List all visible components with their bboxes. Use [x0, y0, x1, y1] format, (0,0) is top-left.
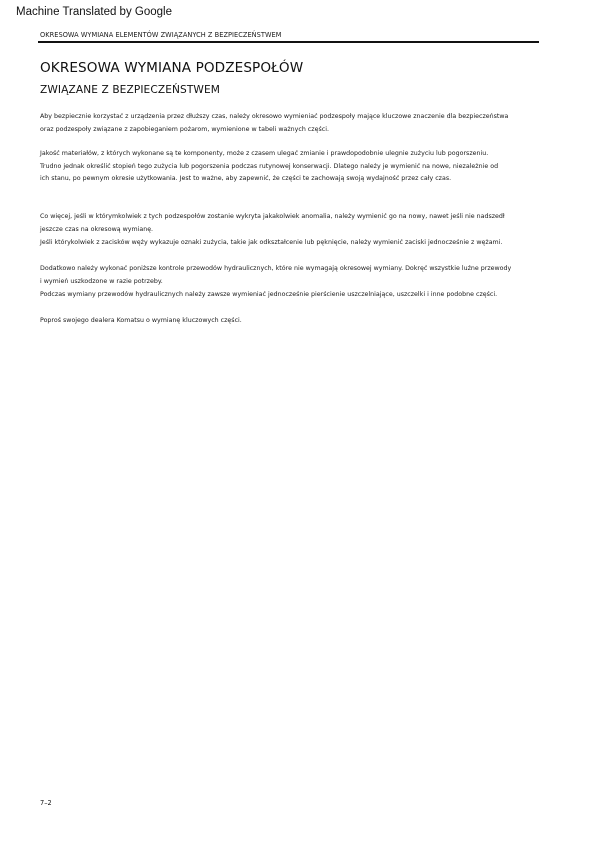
paragraph-line: Poproś swojego dealera Komatsu o wymianę kluczowych części.	[40, 317, 242, 324]
paragraph-hydraulic-checks	[40, 263, 555, 288]
paragraph-line: Dodatkowo należy wykonać poniższe kontrole przewodów hydraulicznych, które nie wymagają okresowej wymiany. Dokręć wszystkie luźne przewody	[40, 265, 512, 272]
paragraph-anomaly	[40, 211, 555, 236]
header-rule	[38, 41, 539, 43]
paragraph-hose-clamps	[40, 237, 555, 250]
paragraph-line: Jakość materiałów, z których wykonane są te komponenty, może z czasem ulegać zmianie i prawdopodobnie ulegnie zużyciu lub pogorszeniu.	[40, 150, 489, 157]
paragraph-line: ich stanu, po pewnym okresie użytkowania. Jest to ważne, aby zapewnić, że części te zachowają swoją wydajność przez cały czas.	[40, 175, 452, 183]
paragraph-material-quality	[40, 148, 555, 186]
running-header: OKRESOWA WYMIANA ELEMENTÓW ZWIĄZANYCH Z BEZPIECZEŃSTWEM	[40, 31, 282, 39]
paragraph-line: Podczas wymiany przewodów hydraulicznych należy zawsze wymieniać jednocześnie pierścienie uszczelniające, uszczelki i inne podobne części.	[40, 291, 498, 298]
paragraph-line: Aby bezpiecznie korzystać z urządzenia przez dłuższy czas, należy okresowo wymieniać podzespoły mające kluczowe znaczenie dla bezpieczeństwa	[40, 113, 509, 120]
paragraph-line: Trudno jednak określić stopień tego zużycia lub pogorszenia podczas rutynowej konserwacji. Dlatego należy je wymienić na nowe, niezależnie od	[40, 162, 499, 170]
paragraph-line: Jeśli którykolwiek z zacisków węży wykazuje oznaki zużycia, takie jak odkształcenie lub pęknięcie, należy wymienić zaciski jednocześnie z wężami.	[40, 239, 503, 246]
machine-translation-banner: Machine Translated by Google	[16, 6, 172, 18]
paragraph-line: jeszcze czas na okresową wymianę.	[40, 225, 154, 233]
paragraph-intro	[40, 111, 555, 136]
paragraph-line: oraz podzespoły związane z zapobieganiem pożarom, wymienione w tabeli ważnych części.	[40, 125, 329, 133]
page-title: OKRESOWA WYMIANA PODZESPOŁÓW	[40, 60, 304, 76]
paragraph-line: Co więcej, jeśli w którymkolwiek z tych podzespołów zostanie wykryta jakakolwiek anomalia, należy wymienić go na nowy, nawet jeśli nie nadszedł	[40, 213, 505, 220]
paragraph-seal-replacement	[40, 289, 555, 302]
paragraph-dealer	[40, 315, 555, 328]
paragraph-line: i wymień uszkodzone w razie potrzeby.	[40, 277, 163, 285]
page-subtitle: ZWIĄZANE Z BEZPIECZEŃSTWEM	[40, 84, 221, 96]
page-number: 7–2	[40, 799, 52, 807]
